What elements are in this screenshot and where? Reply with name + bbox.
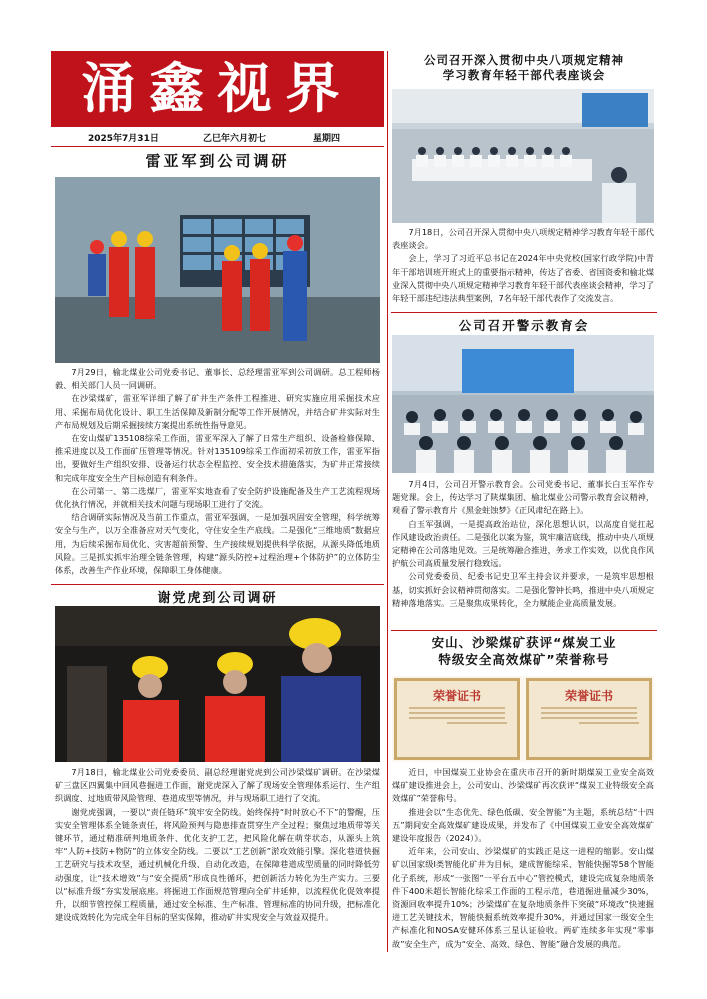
article-5-para-3: 近年来，公司安山、沙梁煤矿的实践正是这一进程的缩影。安山煤矿以国家级Ⅰ类智能化矿井为目标，建成智能综采、智能快掘等58个智能化子系统，形成“一张图”一平台五中心”管控模式，建设完成复杂地质条件下400米超长智能化综采工作面的工程示范，巷道掘进量减少30%，资源回收率提升10%；沙梁煤矿在复杂地质条件下突破“环境改”快速掘进工艺关键技术，智能快掘系统效率提升30%，并通过国家一级安全生产标准化和NOSA安健环体系三星认证验收。两矿连续多年实现“零事故”安全生产，成为“安全、高效、绿色、智能”融合发展的典范。 — [392, 846, 654, 949]
article-2-body — [55, 766, 380, 924]
article-5-body — [392, 766, 654, 951]
lunar-date: 乙巳年六月初七 — [203, 134, 267, 144]
article-1-para-5: 结合调研实际情况及当前工作重点，雷亚军强调，一是加强巩固安全管理，科学统筹安全与生产，以万全准备应对天气变化，守住安全生产底线。二是强化“三维地质”数据应用，为后续采掘布局优化、灾害超前预警、生产接续规划提供科学依据，从源头降低地质风险。三是抓实抓牢治理全链条管理，构建“源头防控+过程治理+个体防护”的立体防尘体系，改善生产作业环境，保障职工身体健康。 — [55, 512, 380, 576]
article-2-para-2: 谢党虎强调，一要以“责任链环”筑牢安全防线。始终保持“时时放心不下”的警醒，压实安全管理体系全链条责任，将风险预判与隐患排查贯穿生产全过程；聚焦过地质带等关键环节，通过精准研判地质条件、优化支护工艺，把风险化解在萌芽状态，从源头上筑牢“人防+技防+物防”的立体安全防线。二要以“工艺创新”淤攻效能引擎。深化巷道快掘工艺研究与技术攻坚，通过机械化升级、自动化改造，在保障巷道成型质量的同时降低劳动强度，让“技术增效”与“安全提质”形成良性循环，把创新活力转化为生产实力。三要以“标准升级”夯实发展底座。将掘进工作面规范管理向全矿井延伸，以流程优化促效率提升，以细节管控保工程质量，通过安全标准、生产标准、管理标准的协同升级，把标准化建设成效转化为完成全年目标的坚实保障，推动矿井实现安全与效益双提升。 — [55, 806, 380, 923]
certificate-left — [394, 678, 520, 760]
dateline-rule — [51, 146, 384, 147]
dateline — [51, 131, 384, 145]
weekday: 星期四 — [313, 134, 341, 144]
article-3-title-line-2: 学习教育年轻干部代表座谈会 — [442, 68, 606, 82]
article-1-para-4: 在公司第一、第二选煤厂，雷亚军实地查看了安全防护设施配备及生产工艺流程现场优化执行情况，并就相关技术问题与现场职工进行了交流。 — [55, 485, 380, 510]
article-4-photo — [392, 335, 654, 473]
certificate-right — [526, 678, 652, 760]
article-5-para-2: 推进会以“生态优先、绿色低碳、安全智能”为主题，系统总结“十四五”期间安全高效煤矿建设成果，并发布了《中国煤炭工业安全高效煤矿建设年度报告（2024）》。 — [392, 806, 654, 844]
certificate-left-title: 荣誉证书 — [432, 689, 481, 703]
article-1-title: 雷亚军到公司调研 — [145, 152, 290, 170]
article-4-para-2: 白玉军强调，一是提高政治站位，深化思想认识，以高度自觉扛起作风建设政治责任。二是强化以案为鉴，筑牢廉洁底线，推动中央八项规定精神在公司落地见效。三是统筹融合推进，务求工作实效，以优良作风护航公司高质量发展行稳致远。 — [392, 518, 655, 569]
section-rule-3 — [391, 630, 657, 631]
certificate-right-title: 荣誉证书 — [564, 689, 613, 703]
article-1-photo — [55, 177, 380, 363]
article-1-para-3: 在安山煤矿135108综采工作面，雷亚军深入了解了日常生产组织、设备检修保障、推采进度以及工作面矿压管理等情况。针对135109综采工作面初采初放工作，雷亚军指出，要做好生产组织安排、设备运行状态全程监控、安全技术措施落实，为矿井正常接续和完成年度安全生产目标创造有利条件。 — [55, 433, 380, 483]
section-rule-1 — [51, 584, 384, 585]
article-4-title: 公司召开警示教育会 — [458, 318, 590, 333]
article-4-body — [392, 478, 654, 610]
article-3-para-1: 7月18日，公司召开深入贯彻中央八项规定精神学习教育年轻干部代表座谈会。 — [392, 227, 654, 251]
article-3-para-2: 会上，学习了习近平总书记在2024年中央党校(国家行政学院)中青年干部培训班开班式上的重要指示精神，传达了省委、省国资委和榆北煤业深入贯彻中央八项规定精神学习教育年轻干部代表座谈会精神，学习了年轻干部违纪违法典型案例，7名年轻干部代表作了交流发言。 — [392, 253, 655, 304]
column-divider — [387, 51, 388, 952]
article-4-para-1: 7月4日，公司召开警示教育会。公司党委书记、董事长白玉军作专题党课。会上，传达学习了陕煤集团、榆北煤业公司警示教育会议精神，观看了警示教育片《黑金蛀蚀梦》《正风肃纪在路上》。 — [392, 479, 655, 516]
article-1-para-1: 7月29日，榆北煤业公司党委书记、董事长、总经理雷亚军到公司调研。总工程师杨毅、相关部门人员一同调研。 — [55, 367, 380, 391]
article-5-title-line-2: 特级安全高效煤矿”荣誉称号 — [438, 652, 610, 667]
article-1-body — [55, 366, 380, 577]
masthead-title: 涌鑫视界 — [81, 56, 354, 120]
section-rule-2 — [391, 312, 657, 313]
article-3-title — [391, 53, 657, 83]
article-2-para-1: 7月18日，榆北煤业公司党委委员、副总经理谢党虎到公司沙梁煤矿调研。在沙梁煤矿三盘区四翼集中回风巷掘进工作面，谢党虎深入了解了现场安全管理体系运行、生产组织调度、过地质带风险管理、巷道成型等情况，并与现场职工进行了交流。 — [55, 767, 380, 804]
issue-date: 2025年7月31日 — [88, 134, 159, 144]
article-5-title — [391, 634, 657, 668]
article-5-title-line-1: 安山、沙梁煤矿获评“煤炭工业 — [431, 635, 617, 650]
article-2-photo — [55, 606, 380, 762]
article-4-para-3: 公司党委委员、纪委书记史卫军主持会议并要求，一是筑牢思想根基，切实抓好会议精神贯彻落实。二是强化警钟长鸣，推进中央八项规定精神落地落实。三是聚焦成果转化，全力赋能企业高质量发展。 — [392, 571, 655, 608]
article-2-title: 谢党虎到公司调研 — [157, 591, 278, 606]
article-1-para-2: 在沙梁煤矿，雷亚军详细了解了矿井生产条件工程推进、研究实施应用采掘技术应用、采掘布局优化设计、职工生活保障及新制分配等工作开展情况，并结合矿井实际对生产布局规划及后期采掘接续方案提出系统性指导意见。 — [55, 393, 380, 430]
masthead — [51, 51, 384, 127]
article-5-para-1: 近日，中国煤炭工业协会在重庆市召开的新时期煤炭工业安全高效煤矿建设推进会上，公司安山、沙梁煤矿再次获评“煤炭工业特级安全高效煤矿”荣誉称号。 — [392, 767, 654, 804]
article-3-photo — [392, 89, 654, 223]
article-5-photo — [392, 676, 654, 762]
article-3-title-line-1: 公司召开深入贯彻中央八项规定精神 — [424, 53, 624, 67]
article-3-body — [392, 226, 654, 305]
